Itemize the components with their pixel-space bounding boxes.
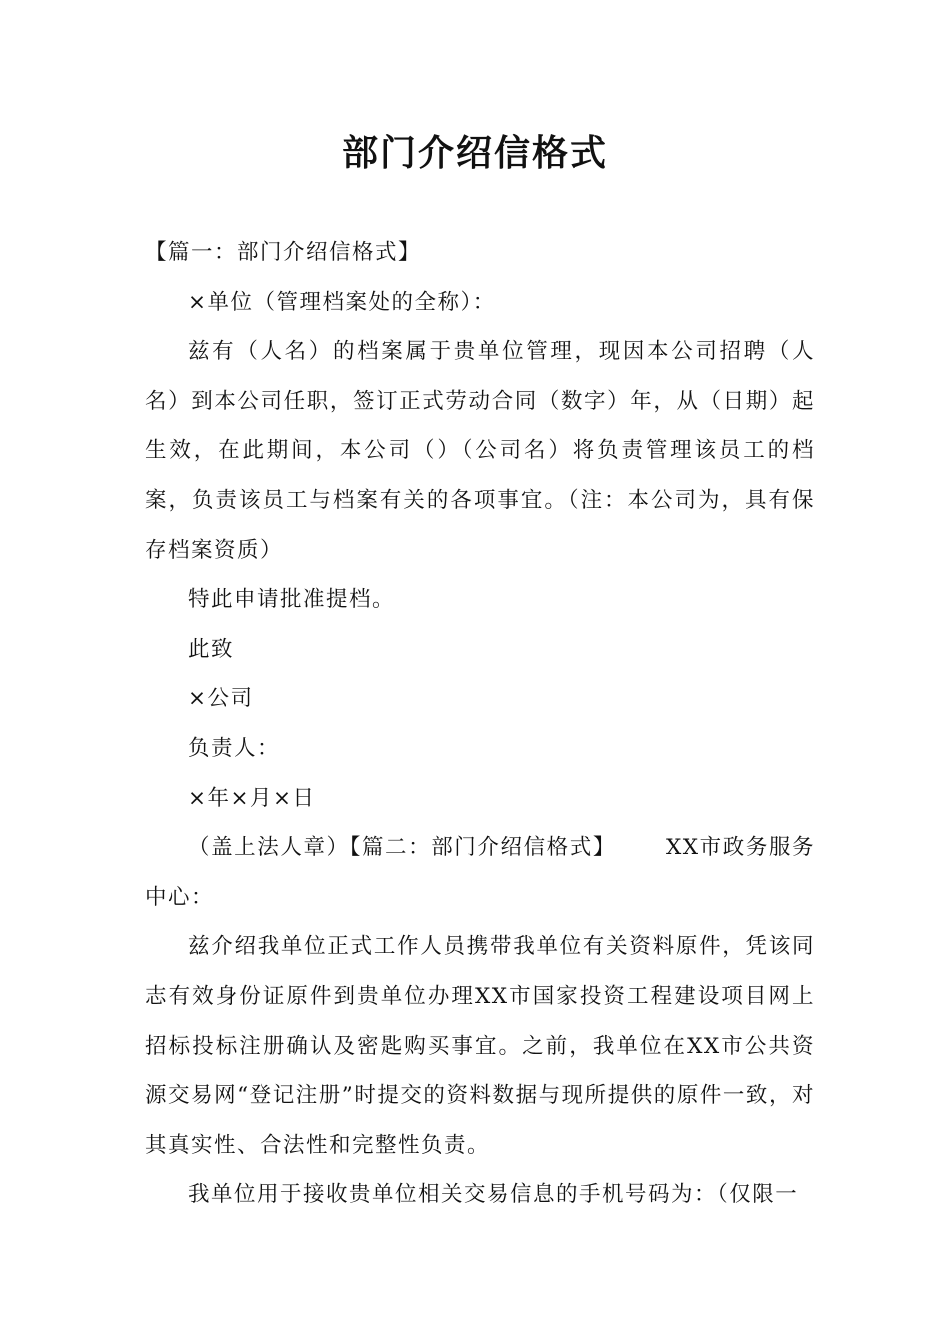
date-line: ×年×月×日 xyxy=(188,785,316,811)
seal-and-heading-2: （盖上法人章）【篇二：部门介绍信格式】 xyxy=(188,835,616,861)
letter-body-paragraph: 兹有（人名）的档案属于贵单位管理，现因本公司招聘（人名）到本公司任职，签订正式劳动合同（数字）年，从（日期）起生效，在此期间，本公司（）（公司名）将负责管理该员工的档案，负责该员工与档案有关的各项事宜。（注：本公司为，具有保存档案资质） xyxy=(145,339,815,563)
document-title: 部门介绍信格式 xyxy=(341,133,608,174)
phone-number-paragraph: 我单位用于接收贵单位相关交易信息的手机号码为：（仅限一 xyxy=(188,1182,799,1208)
recipient-line: XX市政务服务中心： xyxy=(145,835,815,910)
section-heading-1: 【篇一：部门介绍信格式】 xyxy=(145,240,422,265)
introduction-paragraph: 兹介绍我单位正式工作人员携带我单位有关资料原件，凭该同志有效身份证原件到贵单位办理XX市国家投资工程建设项目网上招标投标注册确认及密匙购买事宜。之前，我单位在XX市公共资源交易网“登记注册”时提交的资料数据与现所提供的原件一致，对其真实性、合法性和完整性负责。 xyxy=(145,934,815,1158)
seal-and-heading-2-line xyxy=(145,823,815,922)
responsible-person-line: 负责人： xyxy=(188,735,281,761)
request-line: 特此申请批准提档。 xyxy=(188,587,396,613)
company-line: ×公司 xyxy=(188,686,254,712)
salutation-line: 此致 xyxy=(188,636,235,662)
document-body xyxy=(145,228,815,1220)
addressee-line: ×单位（管理档案处的全称）： xyxy=(188,289,496,315)
